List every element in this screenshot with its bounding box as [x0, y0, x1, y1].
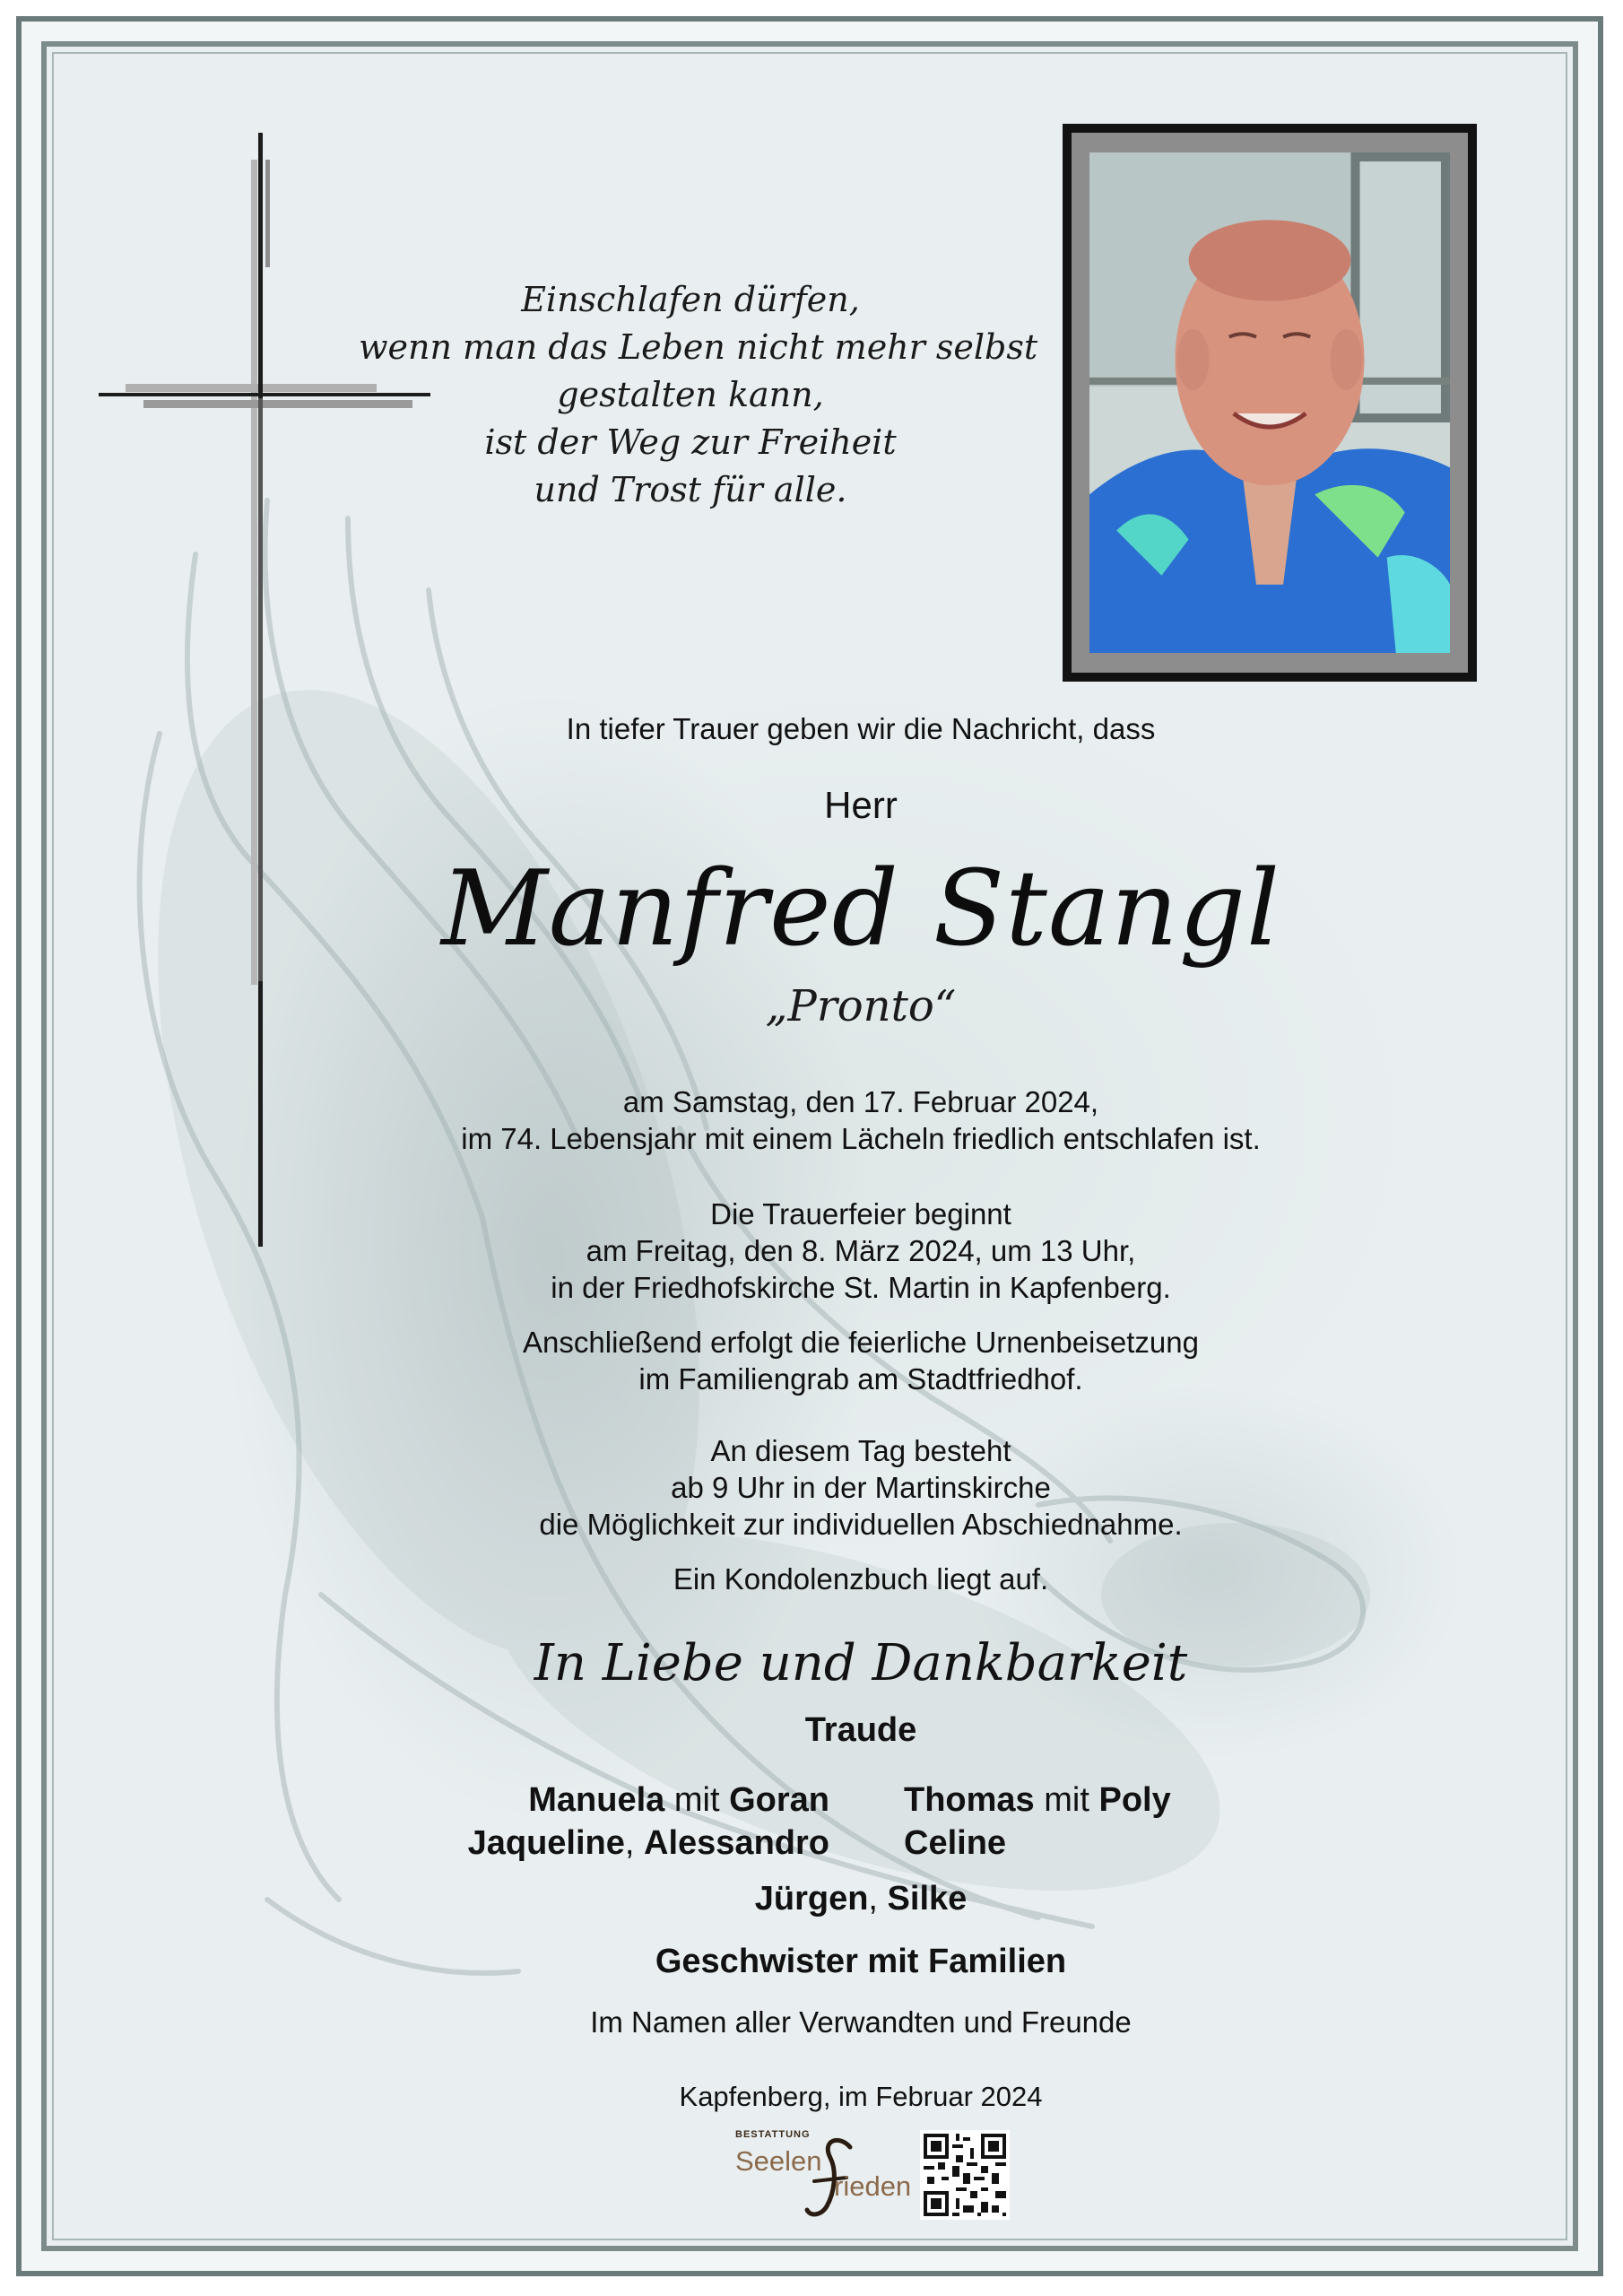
death-line: im 74. Lebensjahr mit einem Lächeln friedlich entschlafen ist.	[461, 1122, 1261, 1155]
poem-line: ist der Weg zur Freiheit	[484, 422, 897, 462]
poem-line: und Trost für alle.	[534, 470, 847, 509]
place-date: Kapfenberg, im Februar 2024	[679, 2081, 1043, 2112]
mourner-relatives: Im Namen aller Verwandten und Freunde	[590, 2005, 1132, 2039]
deceased-name: Manfred Stangl	[440, 848, 1281, 970]
mourner-line	[904, 1779, 1406, 1822]
nickname: „Pronto“	[765, 981, 957, 1031]
mourner-line	[377, 1822, 829, 1865]
mourner-name: Goran	[729, 1781, 829, 1819]
salutation: Herr	[824, 784, 898, 826]
poem-line: gestalten kann,	[557, 375, 824, 414]
mourners-right	[904, 1779, 1406, 1865]
qr-code-icon[interactable]	[920, 2130, 1010, 2220]
farewell-info	[341, 1432, 1381, 1543]
mourner-name: Alessandro	[644, 1824, 829, 1862]
urn-info	[341, 1324, 1381, 1397]
funeral-home-logo	[733, 2126, 922, 2220]
urn-line: Anschließend erfolgt die feierliche Urnenbeisetzung	[523, 1326, 1199, 1359]
mourner-name: Silke	[887, 1880, 968, 1918]
thanks-heading: In Liebe und Dankbarkeit	[534, 1634, 1188, 1692]
portrait-photo	[1089, 152, 1450, 653]
funeral-line: am Freitag, den 8. März 2024, um 13 Uhr,	[586, 1234, 1136, 1267]
funeral-line: Die Trauerfeier beginnt	[710, 1197, 1011, 1231]
urn-line: im Familiengrab am Stadtfriedhof.	[638, 1362, 1083, 1396]
logo-small-text: BESTATTUNG	[735, 2129, 811, 2140]
farewell-line: An diesem Tag besteht	[710, 1434, 1011, 1467]
mourner-joiner: mit	[1034, 1781, 1099, 1819]
mourner-name: Jürgen	[754, 1880, 869, 1918]
poem-line: wenn man das Leben nicht mehr selbst	[359, 327, 1038, 367]
mourner-name: Poly	[1098, 1781, 1171, 1819]
funeral-line: in der Friedhofskirche St. Martin in Kapfenberg.	[551, 1271, 1171, 1304]
mourner-line	[904, 1822, 1406, 1865]
farewell-line: ab 9 Uhr in der Martinskirche	[671, 1471, 1051, 1504]
mourner-siblings: Geschwister mit Familien	[655, 1943, 1067, 1980]
intro-text: In tiefer Trauer geben wir die Nachricht, dass	[566, 712, 1156, 745]
mourner-name: Celine	[904, 1824, 1007, 1862]
mourner-name: Jaqueline	[467, 1824, 625, 1862]
mourner-name: Thomas	[904, 1781, 1035, 1819]
portrait-mat	[1072, 133, 1468, 673]
mourner-joiner: mit	[664, 1781, 730, 1819]
mourner-name: Manuela	[528, 1781, 665, 1819]
death-notice	[341, 1083, 1381, 1157]
poem	[359, 276, 1038, 514]
mourner-line	[377, 1779, 829, 1822]
portrait-frame	[1063, 124, 1477, 682]
poem-line: Einschlafen dürfen,	[521, 280, 860, 319]
mourner-joiner: ,	[868, 1880, 888, 1918]
mourner-spouse: Traude	[804, 1711, 917, 1749]
mourner-joiner: ,	[624, 1824, 645, 1862]
death-line: am Samstag, den 17. Februar 2024,	[622, 1085, 1099, 1118]
mourners-left	[377, 1779, 829, 1865]
funeral-info	[341, 1196, 1381, 1306]
mourner-line-3	[341, 1880, 1381, 1918]
farewell-line: die Möglichkeit zur individuellen Abschiednahme.	[539, 1508, 1183, 1541]
logo-word-1: Seelen	[735, 2145, 822, 2177]
condolence-book: Ein Kondolenzbuch liegt auf.	[673, 1562, 1049, 1596]
logo-word-2: rieden	[834, 2170, 912, 2202]
